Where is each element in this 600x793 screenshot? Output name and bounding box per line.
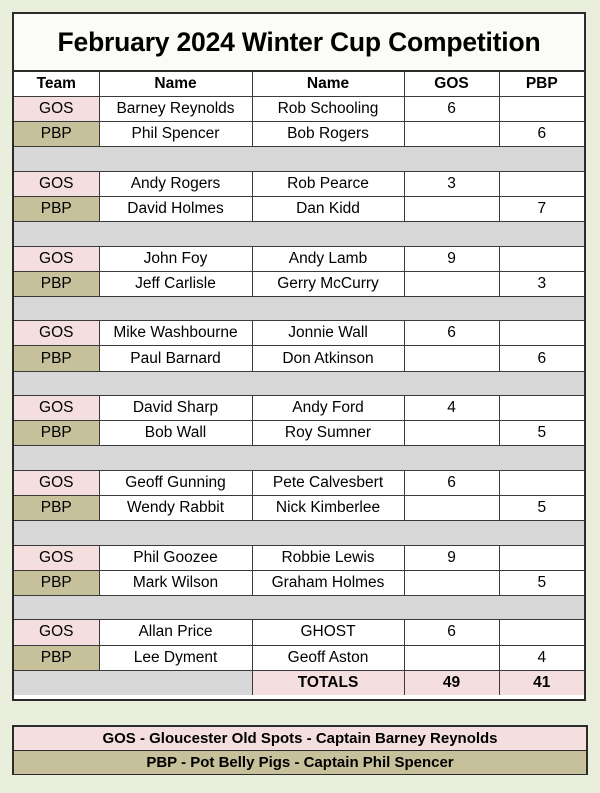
pbp-score: 6 bbox=[499, 122, 584, 147]
table-row bbox=[14, 171, 584, 196]
player-name-1: Jeff Carlisle bbox=[99, 271, 252, 296]
team-cell: GOS bbox=[14, 545, 99, 570]
player-name-2: Don Atkinson bbox=[252, 346, 404, 371]
pbp-score bbox=[499, 396, 584, 421]
player-name-2: Graham Holmes bbox=[252, 570, 404, 595]
team-cell: GOS bbox=[14, 97, 99, 122]
player-name-2: Gerry McCurry bbox=[252, 271, 404, 296]
pbp-score: 4 bbox=[499, 645, 584, 670]
results-table bbox=[14, 72, 584, 695]
pbp-score: 7 bbox=[499, 196, 584, 221]
pbp-score: 5 bbox=[499, 496, 584, 521]
pbp-score bbox=[499, 620, 584, 645]
player-name-1: John Foy bbox=[99, 246, 252, 271]
gos-score bbox=[404, 196, 499, 221]
header-row bbox=[14, 72, 584, 97]
player-name-1: David Holmes bbox=[99, 196, 252, 221]
pbp-score: 5 bbox=[499, 421, 584, 446]
team-cell: GOS bbox=[14, 246, 99, 271]
player-name-2: Nick Kimberlee bbox=[252, 496, 404, 521]
separator-cell bbox=[14, 371, 584, 395]
pbp-score bbox=[499, 545, 584, 570]
pbp-score bbox=[499, 246, 584, 271]
pbp-score bbox=[499, 97, 584, 122]
table-row bbox=[14, 545, 584, 570]
team-cell: PBP bbox=[14, 496, 99, 521]
player-name-1: Barney Reynolds bbox=[99, 97, 252, 122]
totals-label: TOTALS bbox=[252, 670, 404, 695]
pbp-score: 5 bbox=[499, 570, 584, 595]
player-name-1: Phil Spencer bbox=[99, 122, 252, 147]
player-name-2: Robbie Lewis bbox=[252, 545, 404, 570]
separator-cell bbox=[14, 595, 584, 619]
totals-pbp: 41 bbox=[499, 670, 584, 695]
player-name-2: Andy Ford bbox=[252, 396, 404, 421]
totals-blank bbox=[14, 670, 252, 695]
match-separator bbox=[14, 296, 584, 320]
table-row bbox=[14, 196, 584, 221]
separator-cell bbox=[14, 521, 584, 545]
player-name-1: Bob Wall bbox=[99, 421, 252, 446]
table-row bbox=[14, 421, 584, 446]
legend-pbp: PBP - Pot Belly Pigs - Captain Phil Spencer bbox=[14, 751, 586, 774]
totals-row bbox=[14, 670, 584, 695]
gos-score bbox=[404, 421, 499, 446]
team-cell: GOS bbox=[14, 470, 99, 495]
header-gos: GOS bbox=[404, 72, 499, 97]
results-card bbox=[12, 12, 586, 701]
player-name-1: David Sharp bbox=[99, 396, 252, 421]
separator-cell bbox=[14, 222, 584, 246]
match-separator bbox=[14, 147, 584, 171]
gos-score: 6 bbox=[404, 620, 499, 645]
gos-score bbox=[404, 346, 499, 371]
team-cell: PBP bbox=[14, 346, 99, 371]
header-pbp: PBP bbox=[499, 72, 584, 97]
table-row bbox=[14, 396, 584, 421]
header-name-2: Name bbox=[252, 72, 404, 97]
separator-cell bbox=[14, 147, 584, 171]
pbp-score: 6 bbox=[499, 346, 584, 371]
player-name-2: Pete Calvesbert bbox=[252, 470, 404, 495]
team-cell: PBP bbox=[14, 421, 99, 446]
gos-score bbox=[404, 496, 499, 521]
match-separator bbox=[14, 595, 584, 619]
team-cell: PBP bbox=[14, 196, 99, 221]
team-cell: PBP bbox=[14, 645, 99, 670]
pbp-score: 3 bbox=[499, 271, 584, 296]
player-name-1: Lee Dyment bbox=[99, 645, 252, 670]
player-name-2: Andy Lamb bbox=[252, 246, 404, 271]
table-row bbox=[14, 645, 584, 670]
results-body bbox=[14, 97, 584, 695]
pbp-score bbox=[499, 321, 584, 346]
gos-score: 9 bbox=[404, 545, 499, 570]
player-name-1: Geoff Gunning bbox=[99, 470, 252, 495]
gos-score: 6 bbox=[404, 470, 499, 495]
table-row bbox=[14, 346, 584, 371]
player-name-1: Mike Washbourne bbox=[99, 321, 252, 346]
pbp-score bbox=[499, 470, 584, 495]
header-team: Team bbox=[14, 72, 99, 97]
table-row bbox=[14, 271, 584, 296]
team-cell: PBP bbox=[14, 122, 99, 147]
table-row bbox=[14, 122, 584, 147]
player-name-1: Wendy Rabbit bbox=[99, 496, 252, 521]
separator-cell bbox=[14, 446, 584, 470]
player-name-2: Geoff Aston bbox=[252, 645, 404, 670]
player-name-1: Mark Wilson bbox=[99, 570, 252, 595]
team-cell: PBP bbox=[14, 271, 99, 296]
match-separator bbox=[14, 521, 584, 545]
gos-score: 6 bbox=[404, 97, 499, 122]
legend-gos: GOS - Gloucester Old Spots - Captain Barney Reynolds bbox=[14, 727, 586, 751]
gos-score bbox=[404, 570, 499, 595]
player-name-2: Bob Rogers bbox=[252, 122, 404, 147]
player-name-1: Phil Goozee bbox=[99, 545, 252, 570]
header-name-1: Name bbox=[99, 72, 252, 97]
team-cell: GOS bbox=[14, 321, 99, 346]
gos-score bbox=[404, 645, 499, 670]
gos-score: 9 bbox=[404, 246, 499, 271]
match-separator bbox=[14, 222, 584, 246]
separator-cell bbox=[14, 296, 584, 320]
player-name-2: GHOST bbox=[252, 620, 404, 645]
table-row bbox=[14, 246, 584, 271]
table-row bbox=[14, 470, 584, 495]
player-name-1: Allan Price bbox=[99, 620, 252, 645]
match-separator bbox=[14, 371, 584, 395]
table-row bbox=[14, 97, 584, 122]
gos-score: 4 bbox=[404, 396, 499, 421]
team-cell: PBP bbox=[14, 570, 99, 595]
pbp-score bbox=[499, 171, 584, 196]
table-row bbox=[14, 496, 584, 521]
player-name-1: Paul Barnard bbox=[99, 346, 252, 371]
table-row bbox=[14, 570, 584, 595]
player-name-2: Jonnie Wall bbox=[252, 321, 404, 346]
gos-score: 6 bbox=[404, 321, 499, 346]
player-name-2: Rob Schooling bbox=[252, 97, 404, 122]
table-row bbox=[14, 620, 584, 645]
player-name-1: Andy Rogers bbox=[99, 171, 252, 196]
team-cell: GOS bbox=[14, 396, 99, 421]
team-cell: GOS bbox=[14, 620, 99, 645]
team-legend bbox=[12, 725, 588, 775]
team-cell: GOS bbox=[14, 171, 99, 196]
player-name-2: Dan Kidd bbox=[252, 196, 404, 221]
gos-score: 3 bbox=[404, 171, 499, 196]
totals-gos: 49 bbox=[404, 670, 499, 695]
player-name-2: Roy Sumner bbox=[252, 421, 404, 446]
player-name-2: Rob Pearce bbox=[252, 171, 404, 196]
gos-score bbox=[404, 271, 499, 296]
gos-score bbox=[404, 122, 499, 147]
match-separator bbox=[14, 446, 584, 470]
table-row bbox=[14, 321, 584, 346]
page-title: February 2024 Winter Cup Competition bbox=[14, 14, 584, 72]
